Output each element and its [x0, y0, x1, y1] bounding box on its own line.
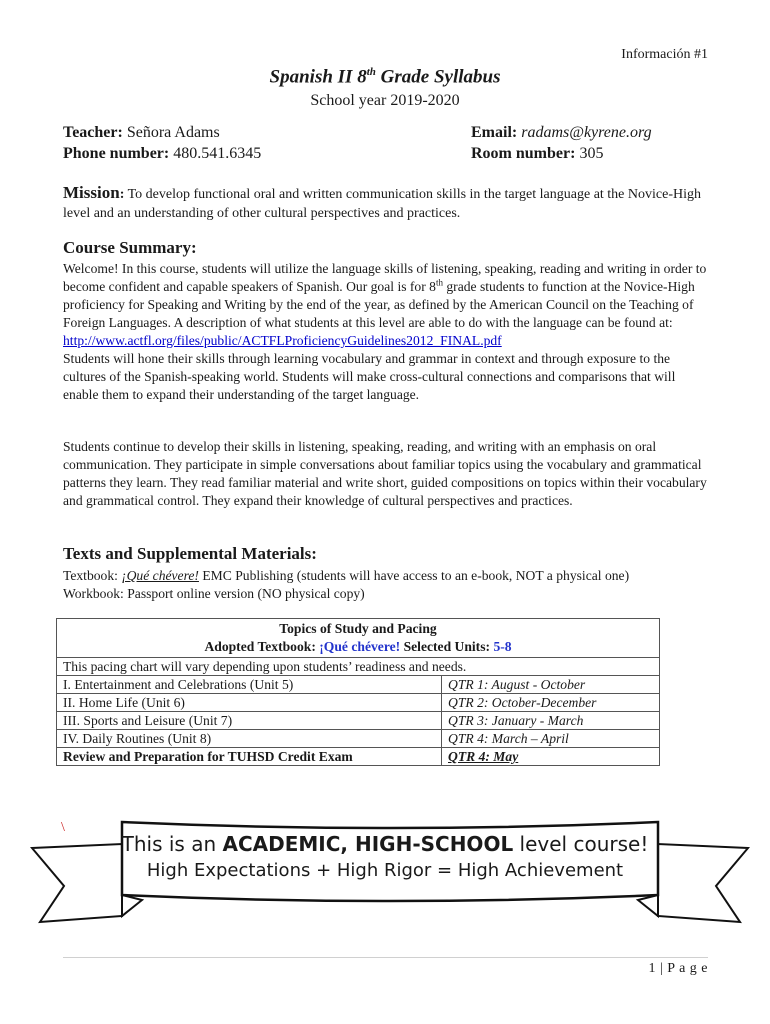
phone-line: Phone number: 480.541.6345 [63, 145, 262, 162]
table-header-cell: Topics of Study and Pacing Adopted Textbook: ¡Qué chévere! Selected Units: 5-8 [57, 619, 660, 658]
actfl-guidelines-link[interactable]: http://www.actfl.org/files/public/ACTFLProficiencyGuidelines2012_FINAL.pdf [63, 333, 502, 348]
room-line: Room number: 305 [471, 145, 604, 162]
page-title: Spanish II 8th Grade Syllabus [269, 66, 501, 88]
table-row [57, 730, 660, 748]
qtr-cell: QTR 1: August - October [442, 676, 660, 694]
page-subtitle: School year 2019-2020 [310, 92, 460, 109]
materials-heading: Texts and Supplemental Materials: [63, 544, 317, 563]
topic-cell: III. Sports and Leisure (Unit 7) [57, 712, 442, 730]
textbook-line: Textbook: ¡Qué chévere! EMC Publishing (students will have access to an e-book, NOT a physical one) [63, 568, 630, 583]
table-row [57, 694, 660, 712]
ribbon-right-fold [638, 895, 658, 916]
stray-mark: \ [61, 820, 65, 835]
qtr-cell: QTR 3: January - March [442, 712, 660, 730]
topic-cell: II. Home Life (Unit 6) [57, 694, 442, 712]
course-summary-heading: Course Summary: [63, 238, 197, 257]
course-summary-paragraph: Welcome! In this course, students will utilize the language skills of listening, speaking, reading and writing in order to become confident and capable speakers of Spanish. Our goal is for 8th grade students to function at the Novice-High proficiency for Speaking and Writing by the end of the year, as defined by the American Council on the Teaching of Foreign Languages. A description of what students at this level are able to do with the language can be found at: http://www.actfl.org/files/public/ACTFLProficiencyGuidelines2012_FINAL.pdf Students will hone their skills through learning vocabulary and grammar in context and through exposure to the cultures of the Spanish-speaking world. Students will make cross-cultural connections and comparisons that will enable them to expand their understanding of the target language. [63, 261, 707, 402]
workbook-line: Workbook: Passport online version (NO physical copy) [63, 586, 365, 601]
qtr-cell: QTR 4: March – April [442, 730, 660, 748]
ribbon-left-fold [122, 895, 142, 916]
topic-cell: I. Entertainment and Celebrations (Unit 5) [57, 676, 442, 694]
mission-statement: Mission: To develop functional oral and written communication skills in the target language at the Novice-High level and an understanding of other cultural perspectives and practices. [63, 183, 701, 221]
pacing-table [56, 618, 660, 766]
qtr-cell: QTR 2: October-December [442, 694, 660, 712]
table-header-row [57, 619, 660, 658]
topic-cell: Review and Preparation for TUHSD Credit Exam [57, 748, 442, 766]
table-row-final [57, 748, 660, 766]
banner-line-1: This is an ACADEMIC, HIGH-SCHOOL level course! [121, 832, 649, 856]
qtr-cell: QTR 4: May [442, 748, 660, 766]
email-line: Email: radams@kyrene.org [471, 124, 652, 141]
table-row [57, 676, 660, 694]
teacher-line: Teacher: Señora Adams [63, 124, 220, 141]
banner-line-2: High Expectations + High Rigor = High Achievement [146, 860, 624, 881]
table-row [57, 712, 660, 730]
course-summary-paragraph-2: Students continue to develop their skills in listening, speaking, reading, and writing with an emphasis on oral communication. They participate in simple conversations about familiar topics using the vocabulary and grammatical patterns they learn. They read familiar material and write short, guided compositions on topics within their vocabulary and grammatical control. They expand their knowledge of cultural perspectives and practices. [63, 439, 707, 508]
table-note-row [57, 658, 660, 676]
page-footer: 1 | P a g e [648, 961, 708, 976]
footer-divider [63, 957, 708, 958]
topic-cell: IV. Daily Routines (Unit 8) [57, 730, 442, 748]
pacing-note: This pacing chart will vary depending upon students’ readiness and needs. [57, 658, 660, 676]
info-label: Información #1 [621, 47, 708, 62]
